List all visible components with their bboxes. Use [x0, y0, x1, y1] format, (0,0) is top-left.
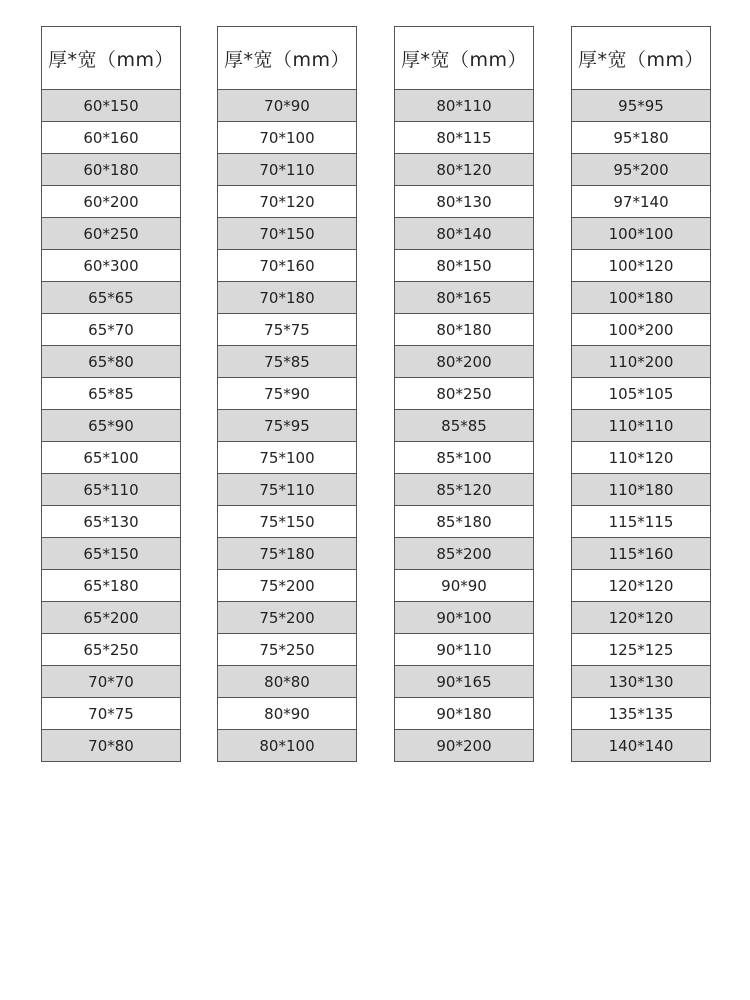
size-cell: 90*90	[395, 570, 533, 602]
size-cell: 100*180	[572, 282, 710, 314]
size-cell: 60*150	[42, 90, 180, 122]
size-cell: 75*90	[218, 378, 356, 410]
size-cell: 65*110	[42, 474, 180, 506]
size-cell: 65*150	[42, 538, 180, 570]
size-column-2	[217, 26, 357, 762]
size-cell: 80*150	[395, 250, 533, 282]
size-cell: 65*70	[42, 314, 180, 346]
size-cell: 65*180	[42, 570, 180, 602]
size-cell: 60*250	[42, 218, 180, 250]
size-cell: 70*70	[42, 666, 180, 698]
size-cell: 90*180	[395, 698, 533, 730]
size-cell: 97*140	[572, 186, 710, 218]
size-cell: 80*165	[395, 282, 533, 314]
size-cell: 110*200	[572, 346, 710, 378]
column-header: 厚*宽（mm）	[42, 27, 180, 90]
size-cell: 70*160	[218, 250, 356, 282]
size-cell: 70*80	[42, 730, 180, 761]
size-cell: 80*110	[395, 90, 533, 122]
column-header: 厚*宽（mm）	[395, 27, 533, 90]
size-cell: 80*120	[395, 154, 533, 186]
size-cell: 120*120	[572, 602, 710, 634]
size-cell: 95*180	[572, 122, 710, 154]
size-cell: 65*80	[42, 346, 180, 378]
size-cell: 105*105	[572, 378, 710, 410]
size-cell: 140*140	[572, 730, 710, 761]
size-cell: 85*100	[395, 442, 533, 474]
size-cell: 90*200	[395, 730, 533, 761]
size-cell: 85*85	[395, 410, 533, 442]
size-cell: 110*110	[572, 410, 710, 442]
size-cell: 80*80	[218, 666, 356, 698]
size-cell: 65*130	[42, 506, 180, 538]
size-cell: 90*165	[395, 666, 533, 698]
size-cell: 85*200	[395, 538, 533, 570]
size-column-1	[41, 26, 181, 762]
size-cell: 110*120	[572, 442, 710, 474]
size-cell: 65*200	[42, 602, 180, 634]
size-cell: 135*135	[572, 698, 710, 730]
size-cell: 75*180	[218, 538, 356, 570]
size-cell: 80*200	[395, 346, 533, 378]
size-cell: 125*125	[572, 634, 710, 666]
size-cell: 115*160	[572, 538, 710, 570]
size-cell: 75*150	[218, 506, 356, 538]
size-cell: 90*100	[395, 602, 533, 634]
size-column-3	[394, 26, 534, 762]
size-cell: 85*120	[395, 474, 533, 506]
size-cell: 100*100	[572, 218, 710, 250]
size-cell: 115*115	[572, 506, 710, 538]
size-cell: 70*110	[218, 154, 356, 186]
size-cell: 80*100	[218, 730, 356, 761]
size-cell: 70*100	[218, 122, 356, 154]
size-cell: 75*250	[218, 634, 356, 666]
size-cell: 75*200	[218, 602, 356, 634]
size-cell: 60*200	[42, 186, 180, 218]
size-cell: 100*120	[572, 250, 710, 282]
size-cell: 80*90	[218, 698, 356, 730]
size-cell: 70*150	[218, 218, 356, 250]
size-cell: 65*65	[42, 282, 180, 314]
size-column-4	[571, 26, 711, 762]
size-cell: 90*110	[395, 634, 533, 666]
column-header: 厚*宽（mm）	[572, 27, 710, 90]
size-cell: 80*130	[395, 186, 533, 218]
size-cell: 95*95	[572, 90, 710, 122]
size-cell: 80*115	[395, 122, 533, 154]
size-cell: 65*90	[42, 410, 180, 442]
size-cell: 95*200	[572, 154, 710, 186]
size-cell: 70*180	[218, 282, 356, 314]
size-cell: 85*180	[395, 506, 533, 538]
size-cell: 75*95	[218, 410, 356, 442]
size-cell: 60*160	[42, 122, 180, 154]
size-cell: 65*250	[42, 634, 180, 666]
size-cell: 75*200	[218, 570, 356, 602]
size-cell: 120*120	[572, 570, 710, 602]
size-cell: 80*140	[395, 218, 533, 250]
size-cell: 70*90	[218, 90, 356, 122]
size-cell: 75*110	[218, 474, 356, 506]
size-cell: 75*75	[218, 314, 356, 346]
size-cell: 60*300	[42, 250, 180, 282]
column-header: 厚*宽（mm）	[218, 27, 356, 90]
size-cell: 75*85	[218, 346, 356, 378]
size-cell: 70*75	[42, 698, 180, 730]
size-cell: 65*85	[42, 378, 180, 410]
size-cell: 110*180	[572, 474, 710, 506]
size-cell: 80*250	[395, 378, 533, 410]
size-cell: 130*130	[572, 666, 710, 698]
size-cell: 75*100	[218, 442, 356, 474]
size-cell: 100*200	[572, 314, 710, 346]
size-cell: 70*120	[218, 186, 356, 218]
size-cell: 60*180	[42, 154, 180, 186]
size-cell: 80*180	[395, 314, 533, 346]
size-cell: 65*100	[42, 442, 180, 474]
